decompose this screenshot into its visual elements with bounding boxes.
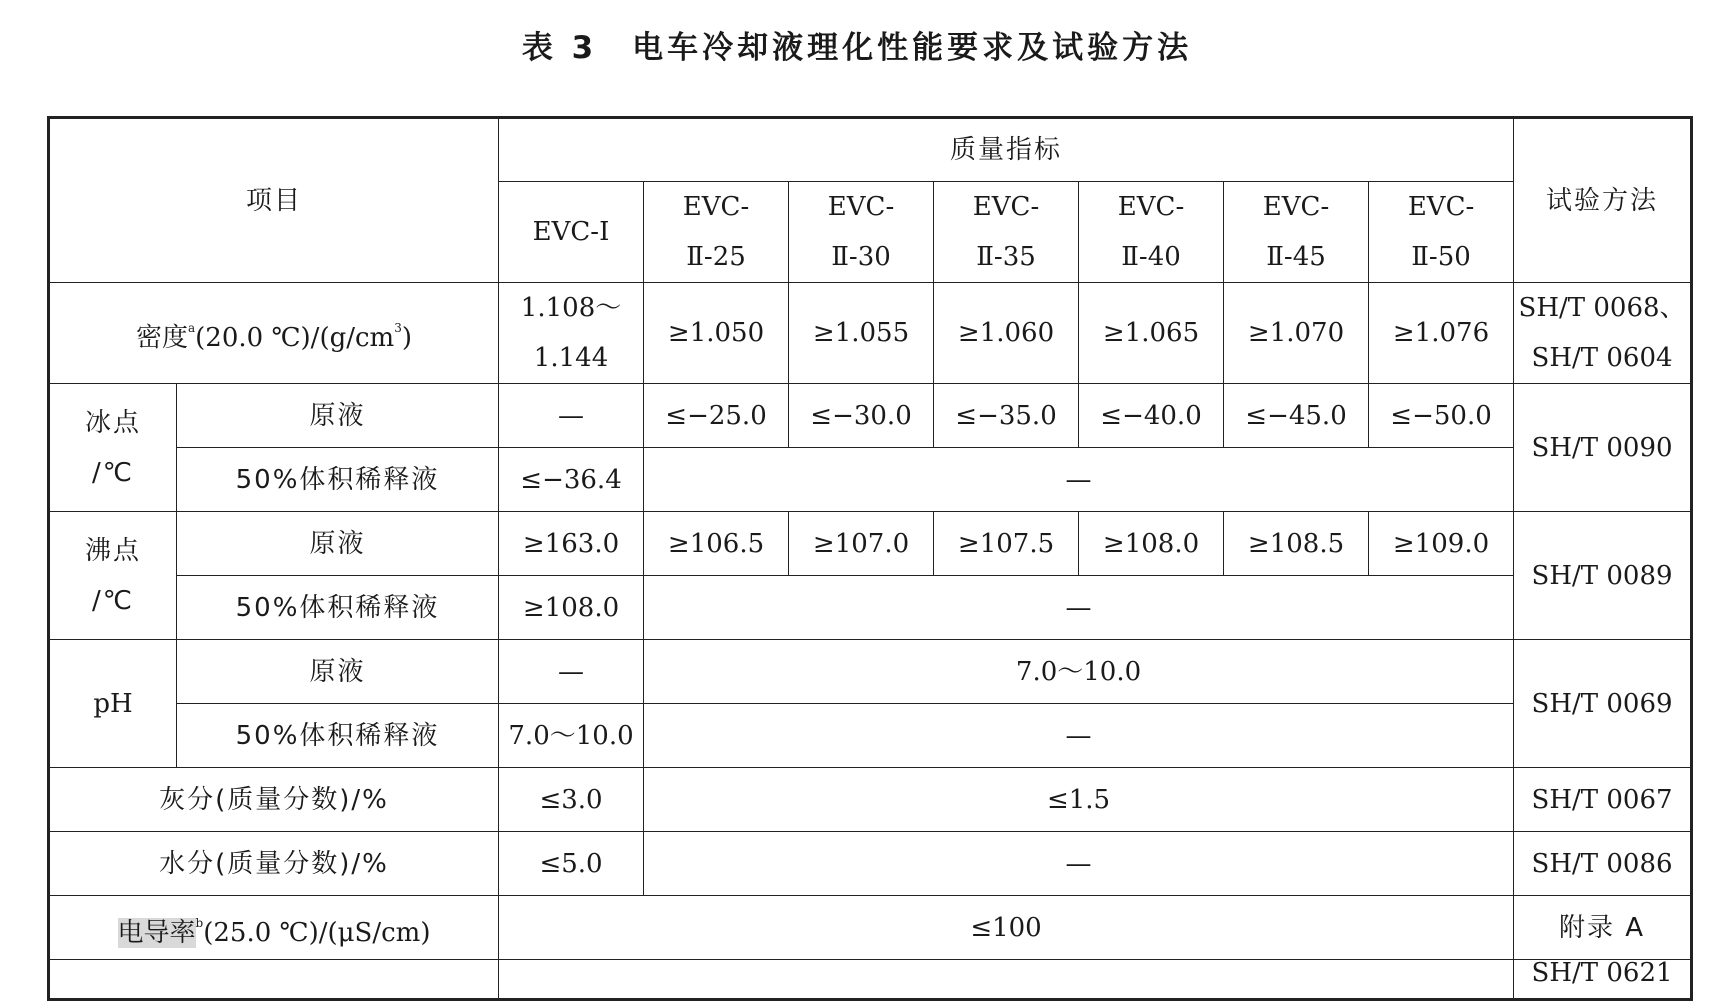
density-value: ≥1.070 bbox=[1224, 283, 1369, 384]
water-row bbox=[49, 832, 1692, 896]
header-row-1 bbox=[49, 118, 1692, 182]
freezing-row-1 bbox=[49, 384, 1692, 448]
freezing-value-span: — bbox=[644, 448, 1514, 512]
conductivity-row bbox=[49, 896, 1692, 960]
ph-sub-diluted: 50%体积稀释液 bbox=[177, 704, 499, 768]
grade-header: EVC- Ⅱ-25 bbox=[644, 182, 789, 283]
ph-sub-concentrate: 原液 bbox=[177, 640, 499, 704]
cut-label bbox=[49, 960, 499, 1000]
freezing-value: ≤−35.0 bbox=[934, 384, 1079, 448]
water-label: 水分(质量分数)/% bbox=[49, 832, 499, 896]
freezing-value: — bbox=[499, 384, 644, 448]
boiling-value: ≥108.5 bbox=[1224, 512, 1369, 576]
grade-header: EVC- Ⅱ-30 bbox=[789, 182, 934, 283]
boiling-value: ≥109.0 bbox=[1369, 512, 1514, 576]
freezing-value: ≤−25.0 bbox=[644, 384, 789, 448]
water-value: ≤5.0 bbox=[499, 832, 644, 896]
density-value: ≥1.050 bbox=[644, 283, 789, 384]
grade-header: EVC- Ⅱ-45 bbox=[1224, 182, 1369, 283]
boiling-row-1 bbox=[49, 512, 1692, 576]
boiling-sub-concentrate: 原液 bbox=[177, 512, 499, 576]
ash-value-span: ≤1.5 bbox=[644, 768, 1514, 832]
boiling-value: ≥108.0 bbox=[1079, 512, 1224, 576]
freezing-group-label: 冰点 /℃ bbox=[49, 384, 177, 512]
density-row bbox=[49, 283, 1692, 384]
cut-method: SH/T 0621 bbox=[1514, 960, 1692, 1000]
grade-header: EVC-Ⅰ bbox=[499, 182, 644, 283]
water-value-span: — bbox=[644, 832, 1514, 896]
boiling-group-label: 沸点 /℃ bbox=[49, 512, 177, 640]
ph-value: — bbox=[499, 640, 644, 704]
density-value: ≥1.055 bbox=[789, 283, 934, 384]
boiling-method: SH/T 0089 bbox=[1514, 512, 1692, 640]
density-value: 1.108～ 1.144 bbox=[499, 283, 644, 384]
density-label: 密度$^a$(20.0 $℃)/(g/cm^3)$ bbox=[49, 283, 499, 384]
ash-value: ≤3.0 bbox=[499, 768, 644, 832]
table-title: 表 3 电车冷却液理化性能要求及试验方法 bbox=[521, 30, 1193, 66]
freezing-value: ≤−40.0 bbox=[1079, 384, 1224, 448]
freezing-row-2 bbox=[49, 448, 1692, 512]
water-method: SH/T 0086 bbox=[1514, 832, 1692, 896]
cut-row bbox=[49, 960, 1692, 1000]
density-value: ≥1.076 bbox=[1369, 283, 1514, 384]
ph-value: 7.0～10.0 bbox=[499, 704, 644, 768]
cut-value bbox=[499, 960, 1514, 1000]
ph-value-span: 7.0～10.0 bbox=[644, 640, 1514, 704]
ash-label: 灰分(质量分数)/% bbox=[49, 768, 499, 832]
boiling-value: ≥106.5 bbox=[644, 512, 789, 576]
freezing-value: ≤−45.0 bbox=[1224, 384, 1369, 448]
ash-method: SH/T 0067 bbox=[1514, 768, 1692, 832]
quality-header: 质量指标 bbox=[499, 118, 1514, 182]
boiling-value: ≥107.0 bbox=[789, 512, 934, 576]
grade-header: EVC- Ⅱ-35 bbox=[934, 182, 1079, 283]
boiling-value: ≥108.0 bbox=[499, 576, 644, 640]
density-value: ≥1.060 bbox=[934, 283, 1079, 384]
freezing-value: ≤−30.0 bbox=[789, 384, 934, 448]
freezing-sub-concentrate: 原液 bbox=[177, 384, 499, 448]
method-header: 试验方法 bbox=[1514, 118, 1692, 283]
ph-row-1 bbox=[49, 640, 1692, 704]
grade-header: EVC- Ⅱ-50 bbox=[1369, 182, 1514, 283]
ph-method: SH/T 0069 bbox=[1514, 640, 1692, 768]
boiling-value-span: — bbox=[644, 576, 1514, 640]
boiling-value: ≥163.0 bbox=[499, 512, 644, 576]
ash-row bbox=[49, 768, 1692, 832]
conductivity-label: 电导率$^b$(25.0 ℃)/(μS/cm) bbox=[49, 896, 499, 960]
freezing-value: ≤−36.4 bbox=[499, 448, 644, 512]
boiling-value: ≥107.5 bbox=[934, 512, 1079, 576]
grade-header: EVC- Ⅱ-40 bbox=[1079, 182, 1224, 283]
ph-row-2 bbox=[49, 704, 1692, 768]
item-header: 项目 bbox=[49, 118, 499, 283]
ph-value-span: — bbox=[644, 704, 1514, 768]
boiling-row-2 bbox=[49, 576, 1692, 640]
freezing-value: ≤−50.0 bbox=[1369, 384, 1514, 448]
density-value: ≥1.065 bbox=[1079, 283, 1224, 384]
boiling-sub-diluted: 50%体积稀释液 bbox=[177, 576, 499, 640]
freezing-sub-diluted: 50%体积稀释液 bbox=[177, 448, 499, 512]
conductivity-value: ≤100 bbox=[499, 896, 1514, 960]
conductivity-method: 附录 A bbox=[1514, 896, 1692, 960]
ph-group-label: pH bbox=[49, 640, 177, 768]
conductivity-label-highlight: 电导率 bbox=[117, 917, 196, 948]
freezing-method: SH/T 0090 bbox=[1514, 384, 1692, 512]
density-method: SH/T 0068、 SH/T 0604 bbox=[1514, 283, 1692, 384]
spec-table bbox=[47, 116, 1693, 1001]
